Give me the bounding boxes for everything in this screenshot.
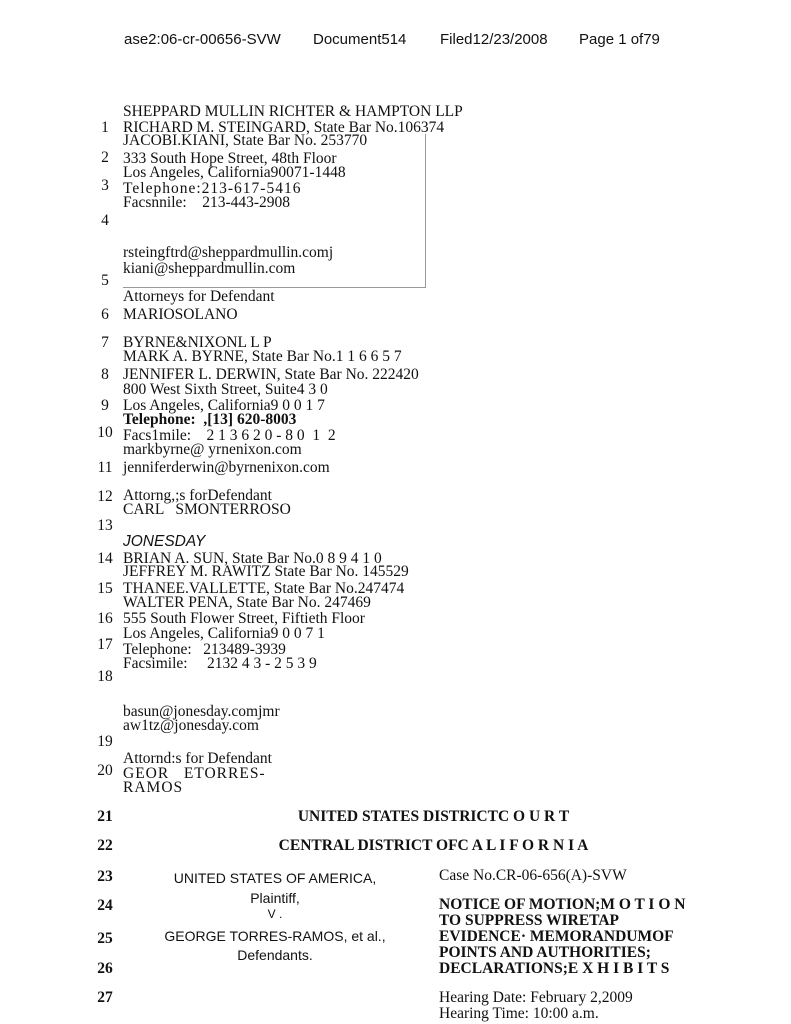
facsimile-line: Facsimile: 2132 4 3 - 2 5 3 9 xyxy=(123,655,317,672)
document-title-line: POINTS AND AUTHORITIES; xyxy=(439,944,651,961)
counsel-line: Facsnnile: 213-443-2908 xyxy=(123,194,291,211)
document-number: Document514 xyxy=(313,31,407,48)
line-number: 7 xyxy=(101,334,109,351)
line-number: 15 xyxy=(97,580,113,597)
telephone-line: Telephone: ,[13] 620-8003 xyxy=(123,411,297,428)
case-number: Case No.CR-06-656(A)-SVW xyxy=(439,867,627,884)
hearing-time: Hearing Time: 10:00 a.m. xyxy=(439,1005,599,1022)
facsimile-line: Facs1mile: 2 1 3 6 2 0 - 8 0 1 2 xyxy=(123,427,336,444)
line-number: 1 xyxy=(101,119,109,136)
line-number: 5 xyxy=(101,272,109,289)
line-number: 24 xyxy=(97,897,113,914)
counsel-line: JENNIFER L. DERWIN, State Bar No. 222420 xyxy=(123,366,419,383)
case-number-header: ase2:06-cr-00656-SVW xyxy=(124,31,281,48)
counsel-line: BRIAN A. SUN, State Bar No.0 8 9 4 1 0 xyxy=(123,550,382,567)
defendant-name: GEOR ETORRES- xyxy=(123,765,266,782)
line-number: 26 xyxy=(97,960,113,977)
hearing-date: Hearing Date: February 2,2009 xyxy=(439,989,633,1006)
line-number: 23 xyxy=(97,868,113,885)
email-line: rsteingftrd@sheppardmullin.comj xyxy=(123,244,334,261)
counsel-line: WALTER PENA, State Bar No. 247469 xyxy=(123,594,371,611)
defendant-name: CARL SMONTERROSO xyxy=(123,501,291,518)
counsel-line: 333 South Hope Street, 48th Floor xyxy=(123,150,337,167)
line-number: 27 xyxy=(97,989,113,1006)
counsel-line: RICHARD M. STEINGARD, State Bar No.106374 xyxy=(123,119,445,136)
line-number: 18 xyxy=(97,668,113,685)
plaintiff-name: UNITED STATES OF AMERICA, xyxy=(173,870,377,886)
counsel-line: Attornd:s for Defendant xyxy=(123,750,272,767)
email-line: aw1tz@jonesday.com xyxy=(123,717,259,734)
line-number: 2 xyxy=(101,149,109,166)
line-number: 16 xyxy=(97,610,113,627)
filed-date: Filed12/23/2008 xyxy=(440,31,548,48)
email-line: basun@jonesday.comjmr xyxy=(123,703,280,720)
line-number: 10 xyxy=(97,424,113,441)
counsel-line: THANEE.VALLETTE, State Bar No.247474 xyxy=(123,580,405,597)
line-number: 4 xyxy=(101,212,109,229)
defendant-name: MARIOSOLANO xyxy=(123,306,238,323)
counsel-line: JEFFREY M. RAWITZ State Bar No. 145529 xyxy=(123,563,409,580)
counsel-line: Attorneys for Defendant xyxy=(123,288,275,305)
versus-label: V . xyxy=(267,907,283,921)
line-number: 8 xyxy=(101,366,109,383)
defendant-name: RAMOS xyxy=(123,779,184,796)
counsel-line: MARK A. BYRNE, State Bar No.1 1 6 6 5 7 xyxy=(123,348,402,365)
counsel-line: 555 South Flower Street, Fiftieth Floor xyxy=(123,610,365,627)
email-line: markbyrne@ yrnenixon.com xyxy=(123,441,302,458)
firm-name: BYRNE&NIXONL L P xyxy=(123,334,272,351)
telephone-line: Telephone: 213489-3939 xyxy=(123,641,286,658)
counsel-line: Attorng,;s forDefendant xyxy=(123,487,272,504)
defendant-names: GEORGE TORRES-RAMOS, et al., xyxy=(164,928,386,944)
counsel-line: Los Angeles, California9 0 0 7 1 xyxy=(123,625,325,642)
line-number: 13 xyxy=(97,517,113,534)
line-number: 11 xyxy=(97,459,113,476)
counsel-line: JACOBI.KIANI, State Bar No. 253770 xyxy=(123,132,368,149)
counsel-line: Los Angeles, California9 0 0 1 7 xyxy=(123,397,325,414)
line-number: 22 xyxy=(97,837,113,854)
defendant-label: Defendants. xyxy=(237,947,313,963)
line-number: 12 xyxy=(97,488,113,505)
line-number: 17 xyxy=(97,636,113,653)
document-title-line: EVIDENCE· MEMORANDUMOF xyxy=(439,928,674,945)
line-number: 6 xyxy=(101,306,109,323)
email-line: jenniferderwin@byrnenixon.com xyxy=(123,459,330,476)
line-number: 9 xyxy=(101,397,109,414)
line-number: 3 xyxy=(101,177,109,194)
document-title-line: DECLARATIONS;E X H I B I T S xyxy=(439,960,670,977)
line-number: 14 xyxy=(97,550,113,567)
line-number: 19 xyxy=(97,733,113,750)
page-count: Page 1 of79 xyxy=(579,31,660,48)
document-title-line: NOTICE OF MOTION;M O T I O N xyxy=(439,896,686,913)
email-line: kiani@sheppardmullin.com xyxy=(123,260,296,277)
counsel-line: Los Angeles, California90071-1448 xyxy=(123,164,346,181)
line-number: 25 xyxy=(97,930,113,947)
court-name: UNITED STATES DISTRICTC O U R T xyxy=(297,808,570,825)
court-district: CENTRAL DISTRICT OFC A L I F O R N I A xyxy=(278,837,589,854)
firm-name: SHEPPARD MULLIN RICHTER & HAMPTON LLP xyxy=(123,103,463,120)
counsel-line: Telephone:213-617-5416 xyxy=(123,180,302,197)
line-number: 20 xyxy=(97,762,113,779)
plaintiff-label: Plaintiff, xyxy=(250,890,300,906)
document-title-line: TO SUPPRESS WIRETAP xyxy=(439,912,620,929)
firm-name: JONESDAY xyxy=(123,533,206,550)
counsel-line: 800 West Sixth Street, Suite4 3 0 xyxy=(123,381,328,398)
line-number: 21 xyxy=(97,808,113,825)
